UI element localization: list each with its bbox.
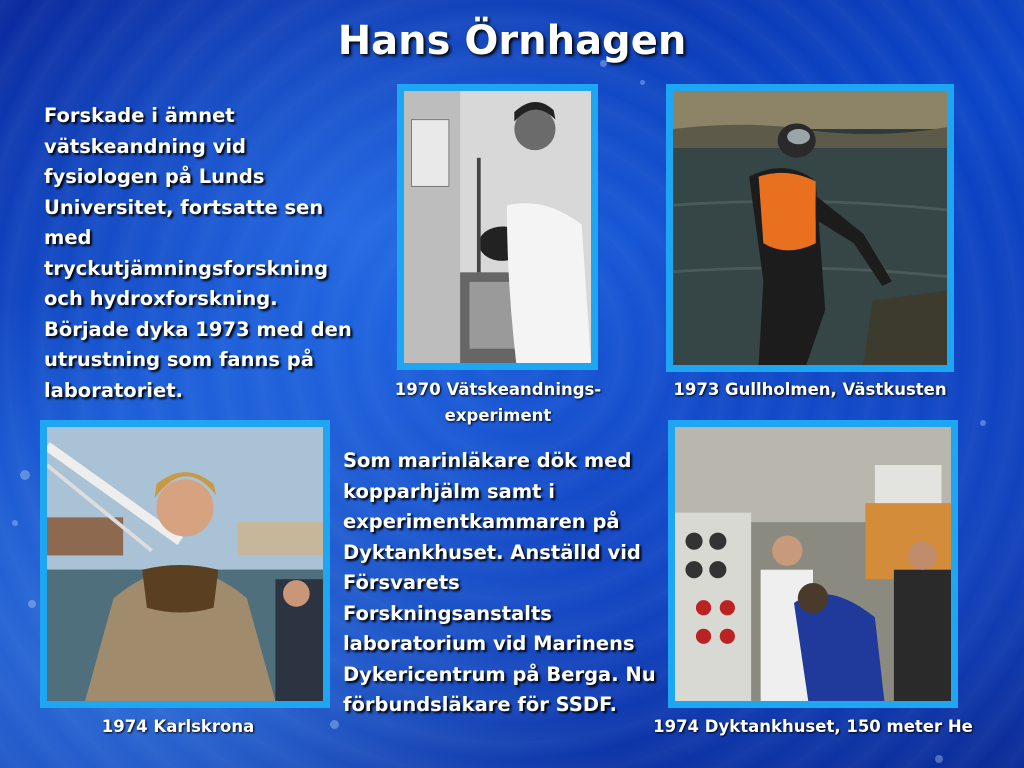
bokeh-dot — [330, 720, 339, 729]
bokeh-dot — [935, 755, 943, 763]
photo-dyktankhuset-1974 — [668, 420, 958, 708]
bokeh-dot — [28, 600, 36, 608]
photo-caption: 1970 Vätskeandnings- experiment — [394, 380, 602, 425]
bokeh-dot — [12, 520, 18, 526]
photo-caption: 1974 Dyktankhuset, 150 meter He — [653, 717, 973, 736]
photo-lab-1970 — [397, 84, 598, 370]
photo-caption: 1974 Karlskrona — [101, 717, 255, 736]
bokeh-dot — [640, 80, 645, 85]
photo-caption: 1973 Gullholmen, Västkusten — [673, 380, 947, 399]
intro-text: Forskade i ämnet vätskeandning vid fysiologen på Lunds Universitet, fortsatte sen med tryckutjämningsforskning och hydroxforskning. Började dyka 1973 med den utrustning som fanns på laboratoriet. — [44, 104, 352, 402]
page-title: Hans Örnhagen — [337, 18, 687, 64]
body-text: Som marinläkare dök med kopparhjälm samt i experimentkammaren på Dyktankhuset. Anställd vid Försvarets Forskningsanstalts laboratorium vid Marinens Dykericentrum på Berga. Nu förbundsläkare för SSDF. — [343, 449, 656, 716]
bokeh-dot — [980, 420, 986, 426]
bokeh-dot — [20, 470, 30, 480]
photo-karlskrona-1974 — [40, 420, 330, 708]
photo-diver-1973 — [666, 84, 954, 372]
